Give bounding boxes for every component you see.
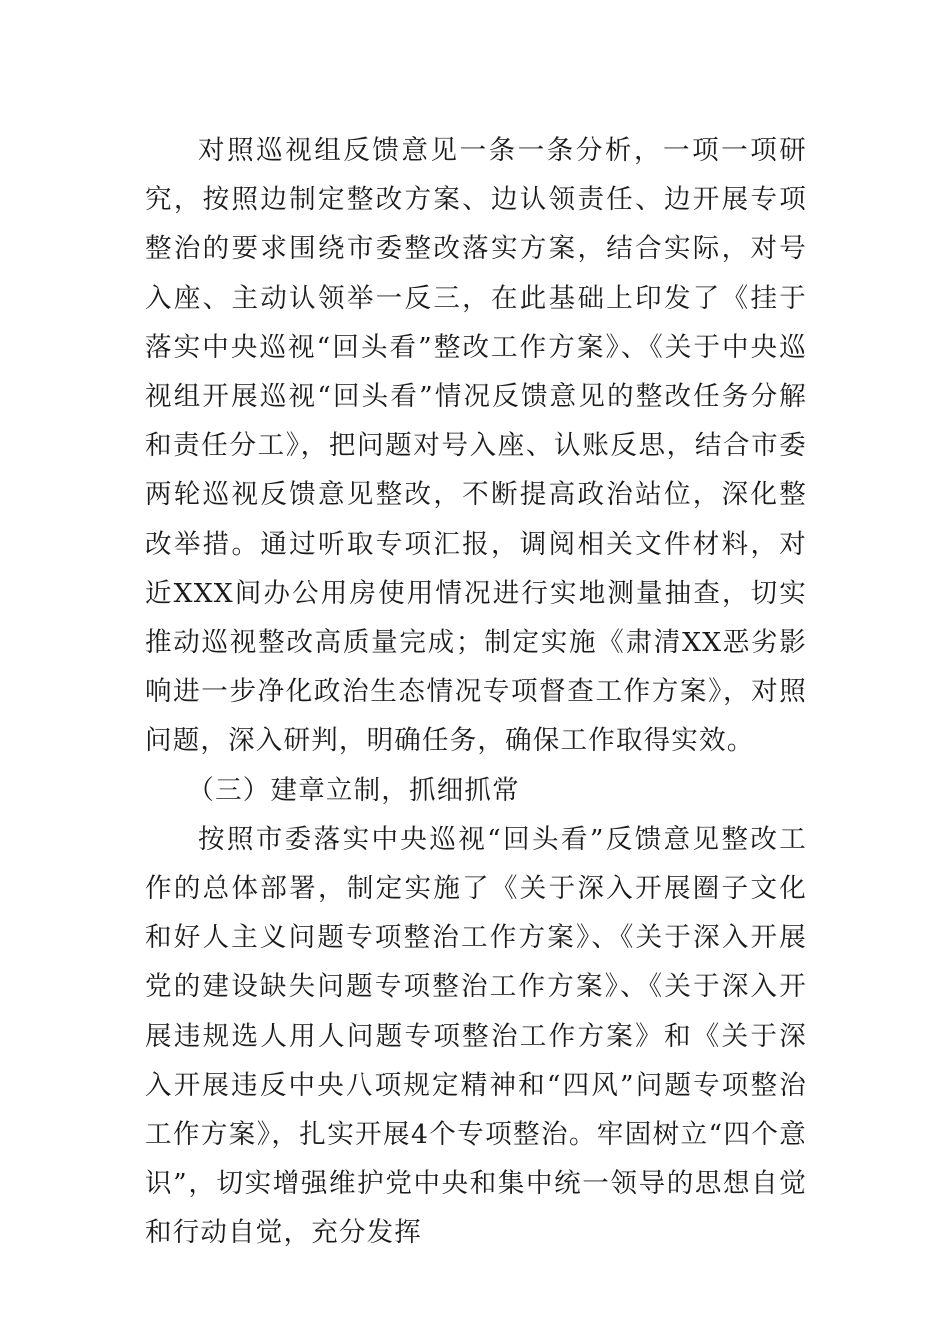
section-heading: （三）建章立制，抓细抓常 [187,774,520,806]
paragraph-2: 按照市委落实中央巡视“回头看”反馈意见整改工作的总体部署，制定实施了《关于深入开展圈子文化和好人主义问题专项整治工作方案》、《关于深入开展党的建设缺失问题专项整治工作方案》、《关于深入开展违规选人用人问题专项整治工作方案》和《关于深入开展违反中央八项规定精神和“四风”问题专项整治工作方案》，扎实开展4个专项整治。牢固树立“四个意识”，切实增强维护党中央和集中统一领导的思想自觉和行动自觉，充分发挥 [145,823,807,1249]
document-body [145,126,807,1258]
paragraph-1: 对照巡视组反馈意见一条一条分析，一项一项研究，按照边制定整改方案、边认领责任、边开展专项整治的要求围绕市委整改落实方案，结合实际，对号入座、主动认领举一反三，在此基础上印发了《挂于落实中央巡视“回头看”整改工作方案》、《关于中央巡视组开展巡视“回头看”情况反馈意见的整改任务分解和责任分工》，把问题对号入座、认账反思，结合市委两轮巡视反馈意见整改，不断提高政治站位，深化整改举措。通过听取专项汇报，调阅相关文件材料，对近XXX间办公用房使用情况进行实地测量抽查，切实推动巡视整改高质量完成；制定实施《肃清XX恶劣影响进一步净化政治生态情况专项督查工作方案》，对照问题，深入研判，明确任务，确保工作取得实效。 [145,135,807,757]
